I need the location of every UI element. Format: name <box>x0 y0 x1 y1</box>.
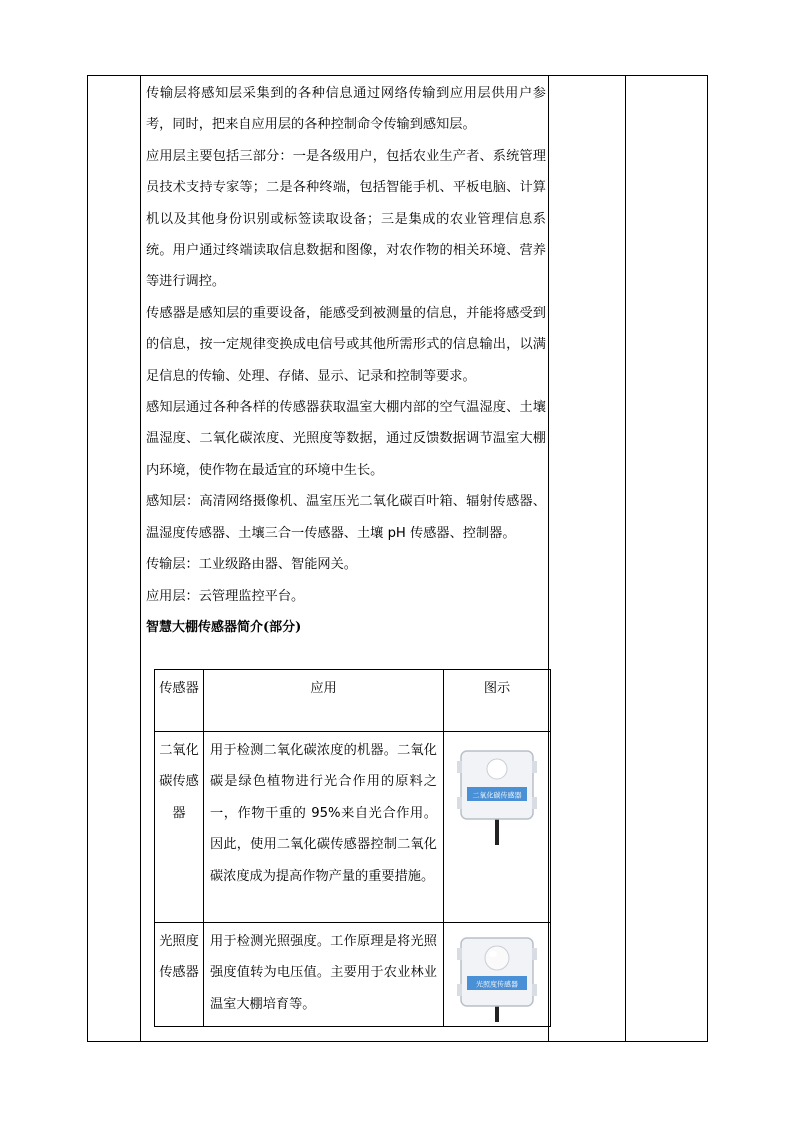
sensor-table-title: 智慧大棚传感器简介(部分) <box>146 619 302 635</box>
paragraph-transport-devices: 传输层：工业级路由器、智能网关。 <box>146 557 357 573</box>
sensor-name: 二氧化碳传感器 <box>155 732 204 923</box>
light-sensor-label: 光照度传感器 <box>476 980 518 989</box>
paragraph-application-layer: 应用层主要包括三部分：一是各级用户，包括农业生产者、系统管理员技术支持专家等；二是各种终端，包括智能手机、平板电脑、计算机以及其他身份识别或标签读取设备；三是集成的农业管理信息系统。用户通过终端读取信息数据和图像，对农作物的相关环境、营养等进行调控。 <box>146 148 546 290</box>
table-header-row <box>155 670 551 732</box>
paragraph-perception-layer: 感知层通过各种各样的传感器获取温室大棚内部的空气温湿度、土壤温湿度、二氧化碳浓度、光照度等数据，通过反馈数据调节温室大棚内环境，使作物在最适宜的环境中生长。 <box>146 400 546 478</box>
sensor-name: 光照度传感器 <box>155 923 204 1027</box>
paragraph-transport-layer: 传输层将感知层采集到的各种信息通过网络传输到应用层供用户参考，同时，把来自应用层的各种控制命令传输到感知层。 <box>146 86 546 133</box>
table-row <box>155 923 551 1027</box>
paragraph-application-devices: 应用层：云管理监控平台。 <box>146 588 305 604</box>
sensor-application: 用于检测二氧化碳浓度的机器。二氧化碳是绿色植物进行光合作用的原料之一，作物干重的 95%来自光合作用。因此，使用二氧化碳传感器控制二氧化碳浓度成为提高作物产量的重要措施。 <box>204 732 444 923</box>
sensor-table <box>154 669 551 1027</box>
co2-sensor-image <box>444 732 551 923</box>
header-sensor: 传感器 <box>155 670 204 732</box>
column-divider <box>140 76 141 1041</box>
co2-sensor-label: 二氧化碳传感器 <box>472 791 522 800</box>
main-content <box>146 78 546 643</box>
light-sensor-image <box>444 923 551 1027</box>
paragraph-perception-devices: 感知层：高清网络摄像机、温室压光二氧化碳百叶箱、辐射传感器、温湿度传感器、土壤三合一传感器、土壤 pH 传感器、控制器。 <box>146 494 546 541</box>
paragraph-sensor-definition: 传感器是感知层的重要设备，能感受到被测量的信息，并能将感受到的信息，按一定规律变换成电信号或其他所需形式的信息输出，以满足信息的传输、处理、存储、显示、记录和控制等要求。 <box>146 305 546 384</box>
column-divider <box>625 76 626 1041</box>
header-application: 应用 <box>204 670 444 732</box>
table-row <box>155 732 551 923</box>
header-illustration: 图示 <box>444 670 551 732</box>
co2-sensor-device-icon <box>457 745 537 845</box>
light-sensor-device-icon <box>457 936 537 1022</box>
sensor-application: 用于检测光照强度。工作原理是将光照强度值转为电压值。主要用于农业林业温室大棚培育等。 <box>204 923 444 1027</box>
